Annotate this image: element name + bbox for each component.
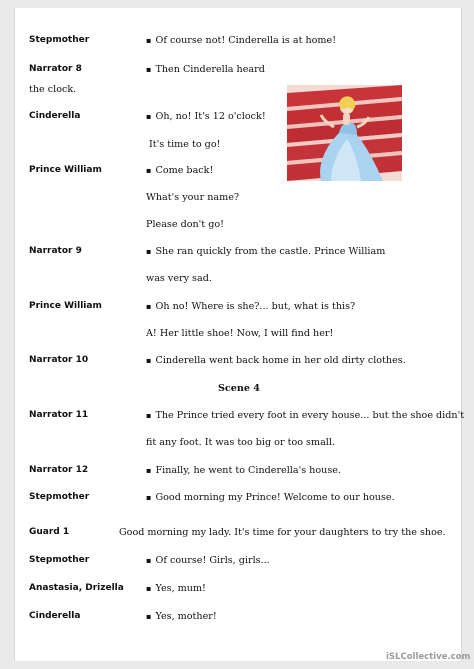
line-text: Good morning my lady. It's time for your daughters to try the shoe. bbox=[119, 527, 446, 538]
bullet-icon: ▪ bbox=[146, 112, 152, 121]
line-text: ▪ Good morning my Prince! Welcome to our house. bbox=[146, 492, 395, 503]
bullet-icon: ▪ bbox=[146, 356, 152, 365]
speaker-guard-1: Guard 1 bbox=[29, 527, 70, 537]
line-text: ▪ Finally, he went to Cinderella's house. bbox=[146, 465, 341, 476]
speaker-anastasia-drizella: Anastasia, Drizella bbox=[29, 583, 124, 593]
speaker-prince-william: Prince William bbox=[29, 165, 102, 175]
speaker-stepmother: Stepmother bbox=[29, 492, 90, 502]
bullet-icon: ▪ bbox=[146, 411, 152, 420]
line-continuation: It's time to go! bbox=[149, 139, 221, 150]
line-continuation: fit any foot. It was too big or too small. bbox=[146, 437, 335, 448]
bullet-icon: ▪ bbox=[146, 166, 152, 175]
bullet-icon: ▪ bbox=[146, 302, 152, 311]
line-text: ▪ Oh, no! It's 12 o'clock! bbox=[146, 111, 266, 122]
line-text: ▪ Yes, mother! bbox=[146, 611, 217, 622]
line-text: ▪ Come back! bbox=[146, 165, 214, 176]
speaker-cinderella: Cinderella bbox=[29, 111, 81, 121]
line-continuation: was very sad. bbox=[146, 273, 212, 284]
bullet-icon: ▪ bbox=[146, 584, 152, 593]
line-text: ▪ The Prince tried every foot in every house... but the shoe didn't bbox=[146, 410, 465, 421]
line-continuation: What's your name? bbox=[146, 192, 240, 203]
speaker-narrator-9: Narrator 9 bbox=[29, 246, 82, 256]
scene-heading: Scene 4 bbox=[218, 383, 260, 394]
line-text: ▪ Of course not! Cinderella is at home! bbox=[146, 35, 337, 46]
bullet-icon: ▪ bbox=[146, 466, 152, 475]
speaker-narrator-12: Narrator 12 bbox=[29, 465, 89, 475]
speaker-narrator-11: Narrator 11 bbox=[29, 410, 89, 420]
line-text: ▪ Then Cinderella heard bbox=[146, 64, 265, 75]
line-text: ▪ Oh no! Where is she?... but, what is this? bbox=[146, 301, 356, 312]
bullet-icon: ▪ bbox=[146, 36, 152, 45]
line-text: ▪ She ran quickly from the castle. Prince William bbox=[146, 246, 386, 257]
bullet-icon: ▪ bbox=[146, 247, 152, 256]
bullet-icon: ▪ bbox=[146, 556, 152, 565]
speaker-narrator-10: Narrator 10 bbox=[29, 355, 89, 365]
line-continuation: Please don't go! bbox=[146, 219, 224, 230]
line-text: ▪ Cinderella went back home in her old dirty clothes. bbox=[146, 355, 406, 366]
line-continuation: the clock. bbox=[29, 84, 77, 95]
speaker-prince-william: Prince William bbox=[29, 301, 102, 311]
speaker-stepmother: Stepmother bbox=[29, 555, 90, 565]
bullet-icon: ▪ bbox=[146, 612, 152, 621]
bullet-icon: ▪ bbox=[146, 493, 152, 502]
line-continuation: A! Her little shoe! Now, I will find her! bbox=[146, 328, 334, 339]
bullet-icon: ▪ bbox=[146, 65, 152, 74]
cinderella-stairs-illustration bbox=[287, 85, 402, 181]
watermark: iSLCollective.com bbox=[386, 652, 471, 662]
line-text: ▪ Of course! Girls, girls... bbox=[146, 555, 270, 566]
line-text: ▪ Yes, mum! bbox=[146, 583, 206, 594]
speaker-cinderella: Cinderella bbox=[29, 611, 81, 621]
speaker-narrator-8: Narrator 8 bbox=[29, 64, 82, 74]
speaker-stepmother: Stepmother bbox=[29, 35, 90, 45]
